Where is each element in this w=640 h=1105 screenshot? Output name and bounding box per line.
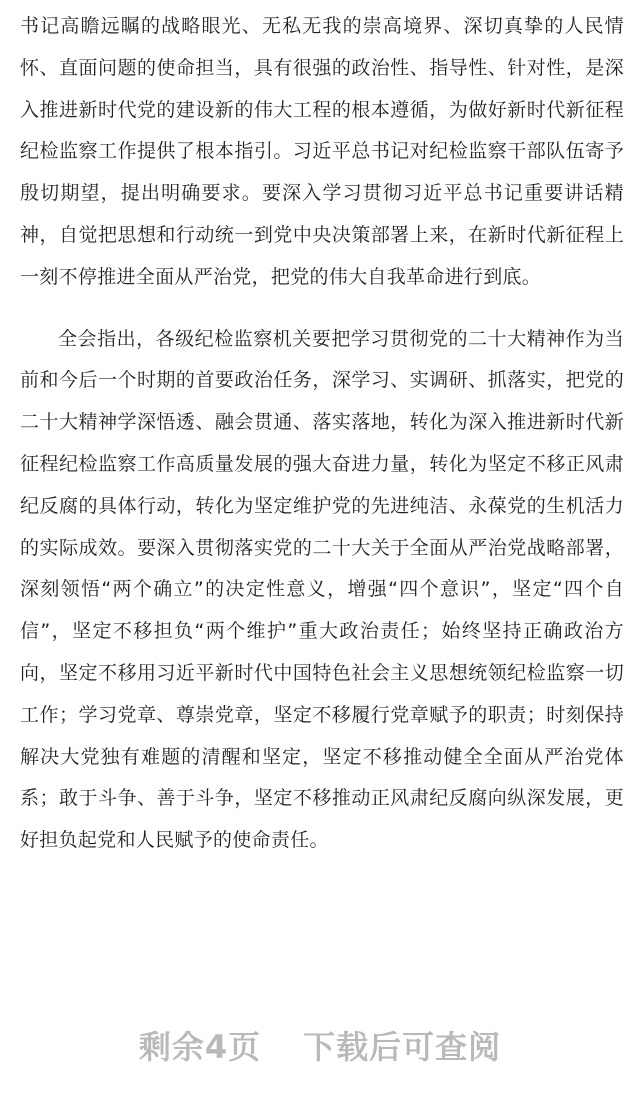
download-to-view-label: 下载后可查阅 [303,1028,502,1066]
article-body [20,6,624,862]
download-to-read-more-button[interactable] [0,1010,640,1080]
remaining-pages-label: 剩余4页 [138,1028,262,1066]
article-paragraph: 书记高瞻远瞩的战略眼光、无私无我的崇高境界、深切真挚的人民情怀、直面问题的使命担当，具有很强的政治性、指导性、针对性，是深入推进新时代党的建设新的伟大工程的根本遵循，为做好新时代新征程纪检监察工作提供了根本指引。习近平总书记对纪检监察干部队伍寄予殷切期望，提出明确要求。要深入学习贯彻习近平总书记重要讲话精神，自觉把思想和行动统一到党中央决策部署上来，在新时代新征程上一刻不停推进全面从严治党，把党的伟大自我革命进行到底。 [20,15,624,288]
article-paragraph: 全会指出，各级纪检监察机关要把学习贯彻党的二十大精神作为当前和今后一个时期的首要政治任务，深学习、实调研、抓落实，把党的二十大精神学深悟透、融会贯通、落实落地，转化为深入推进新时代新征程纪检监察工作高质量发展的强大奋进力量，转化为坚定不移正风肃纪反腐的具体行动，转化为坚定维护党的先进纯洁、永葆党的生机活力的实际成效。要深入贯彻落实党的二十大关于全面从严治党战略部署，深刻领悟“两个确立”的决定性意义，增强“四个意识”，坚定“四个自信”，坚定不移担负“两个维护”重大政治责任；始终坚持正确政治方向，坚定不移用习近平新时代中国特色社会主义思想统领纪检监察一切工作；学习党章、尊崇党章，坚定不移履行党章赋予的职责；时刻保持解决大党独有难题的清醒和坚定，坚定不移推动健全全面从严治党体系；敢于斗争、善于斗争，坚定不移推动正风肃纪反腐向纵深发展，更好担负起党和人民赋予的使命责任。 [20,327,624,852]
